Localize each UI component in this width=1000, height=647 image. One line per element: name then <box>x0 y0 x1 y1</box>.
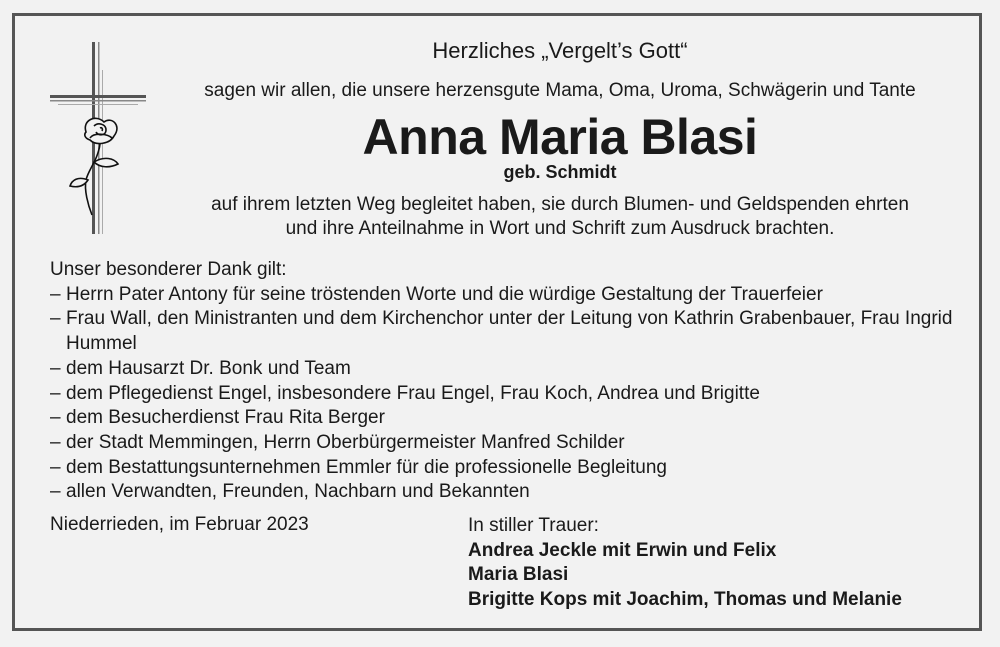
thanks-heading: Unser besonderer Dank gilt: <box>50 259 287 280</box>
mourner-name: Andrea Jeckle mit Erwin und Felix <box>468 539 777 561</box>
birth-name: geb. Schmidt <box>503 162 617 182</box>
cross-with-rose-icon <box>48 40 148 240</box>
list-item: – dem Besucherdienst Frau Rita Berger <box>50 406 960 431</box>
list-item: – allen Verwandten, Freunden, Nachbarn und Bekannten <box>50 480 960 505</box>
mourning-label: In stiller Trauer: <box>468 515 599 536</box>
list-item: – Frau Wall, den Ministranten und dem Kirchenchor unter der Leitung von Kathrin Grabenbauer, Frau Ingrid Hummel <box>50 308 953 355</box>
deceased-name: Anna Maria Blasi <box>362 109 758 165</box>
dash: – <box>50 456 61 478</box>
dash: – <box>50 308 61 330</box>
mourner-name: Brigitte Kops mit Joachim, Thomas und Melanie <box>468 588 902 610</box>
dash: – <box>50 382 61 404</box>
dash: – <box>50 357 61 379</box>
dash: – <box>50 481 61 503</box>
list-item: – dem Hausarzt Dr. Bonk und Team <box>50 357 960 382</box>
dash: – <box>50 431 61 453</box>
thanks-title: Herzliches „Vergelt’s Gott“ <box>432 38 688 63</box>
list-item: – der Stadt Memmingen, Herrn Oberbürgermeister Manfred Schilder <box>50 431 960 456</box>
intro-text: sagen wir allen, die unsere herzensgute Mama, Oma, Uroma, Schwägerin und Tante <box>204 80 916 101</box>
list-item: – dem Bestattungsunternehmen Emmler für die professionelle Begleitung <box>50 456 960 481</box>
dash: – <box>50 283 61 305</box>
place-date: Niederrieden, im Februar 2023 <box>50 514 309 535</box>
body-text <box>160 193 960 241</box>
body-line: auf ihrem letzten Weg begleitet haben, sie durch Blumen- und Geldspenden ehrten <box>211 194 909 215</box>
mourner-name: Maria Blasi <box>468 564 569 585</box>
dash: – <box>50 407 61 429</box>
mourners-block <box>468 514 902 612</box>
thanks-list <box>50 258 960 505</box>
list-item: – Herrn Pater Antony für seine tröstenden Worte und die würdige Gestaltung der Trauerfeier <box>50 283 960 308</box>
body-line: und ihre Anteilnahme in Wort und Schrift zum Ausdruck brachten. <box>285 218 835 239</box>
list-item: – dem Pflegedienst Engel, insbesondere Frau Engel, Frau Koch, Andrea und Brigitte <box>50 382 960 407</box>
